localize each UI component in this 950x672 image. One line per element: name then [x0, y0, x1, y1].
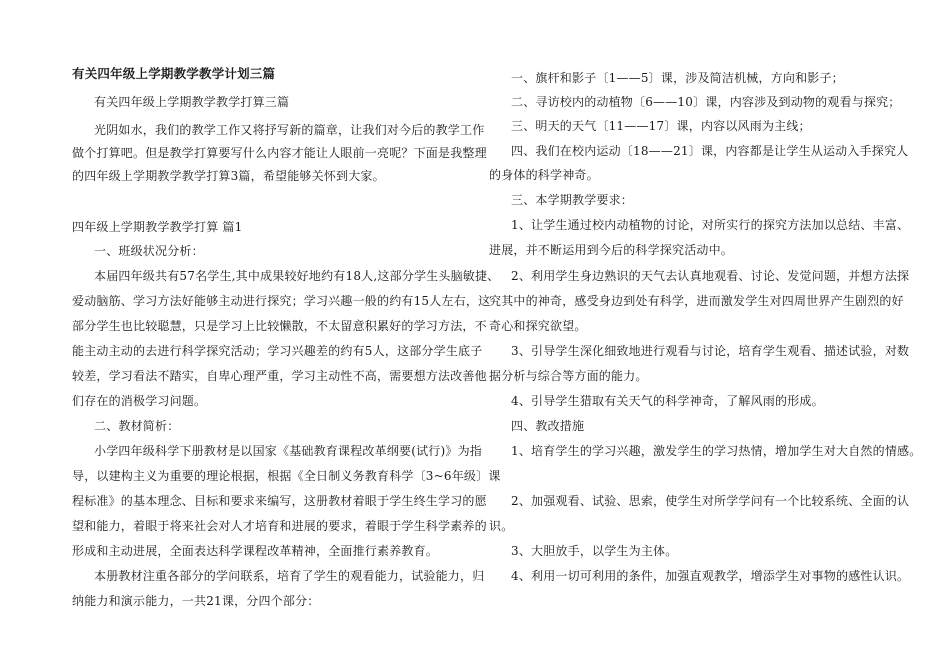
- paragraph-line: 1、让学生通过校内动植物的讨论，对所实行的探究方法加以总结、丰富、: [511, 218, 910, 232]
- subtitle: 有关四年级上学期教学教学打算三篇: [94, 95, 290, 109]
- paragraph-line: 的身体的科学神奇。: [489, 168, 599, 182]
- section-heading: 三、本学期教学要求：: [511, 193, 634, 207]
- paragraph-line: 进展，并不断运用到今后的科学探究活动中。: [489, 243, 734, 257]
- document-title: 有关四年级上学期教学教学计划三篇: [72, 66, 276, 81]
- unit-line: 四、我们在校内运动〔18——21〕课，内容都是让学生从运动入手探究人: [511, 144, 909, 158]
- paragraph-line: 3、大胆放手，以学生为主体。: [511, 544, 678, 558]
- paragraph-line: 小学四年级科学下册教材是以国家《基础教育课程改革纲要(试行)》为指: [94, 444, 482, 458]
- paragraph-line: 1、培育学生的学习兴趣，激发学生的学习热情，增加学生对大自然的情感。: [511, 444, 922, 458]
- paragraph-line: 导，以建构主义为重要的理论根据，根据《全日制义务教育科学〔3~6年级〕课: [72, 469, 501, 483]
- section-heading: 四年级上学期教学教学打算 篇1: [72, 220, 243, 234]
- paragraph-line: 部分学生也比较聪慧，只是学习上比较懒散，不太留意积累好的学习方法，不: [72, 319, 487, 333]
- unit-line: 一、旗杆和影子〔1——5〕课，涉及简洁机械，方向和影子；: [511, 71, 844, 85]
- paragraph-line: 能主动主动的去进行科学探究活动；学习兴趣差的约有5人，这部分学生底子: [72, 344, 483, 358]
- paragraph-line: 程标准》的基本理念、目标和要求来编写，这册教材着眼于学生终生学习的愿: [72, 494, 487, 508]
- paragraph-line: 2、利用学生身边熟识的天气去认真地观看、讨论、发觉问题，并想方法探: [511, 269, 910, 283]
- unit-line: 二、寻访校内的动植物〔6——10〕课，内容涉及到动物的观看与探究；: [511, 95, 901, 109]
- paragraph-line: 做个打算吧。但是教学打算要写什么内容才能让人眼前一亮呢？下面是我整理: [72, 146, 487, 160]
- paragraph-line: 本届四年级共有57名学生,其中成果较好地约有18人,这部分学生头脑敏捷、: [94, 269, 500, 283]
- section-heading: 四、教改措施: [511, 419, 585, 433]
- paragraph-line: 2、加强观看、试验、思索，使学生对所学学问有一个比较系统、全面的认: [511, 494, 910, 508]
- section-heading: 一、班级状况分析：: [94, 244, 204, 258]
- paragraph-line: 们存在的消极学习问题。: [72, 394, 207, 408]
- section-heading: 二、教材简析：: [94, 419, 180, 433]
- paragraph-line: 究其中的神奇，感受身边到处有科学，进而激发学生对四周世界产生剧烈的好: [489, 294, 904, 308]
- paragraph-line: 形成和主动进展，全面表达科学课程改革精神，全面推行素养教育。: [72, 544, 439, 558]
- paragraph-line: 3、引导学生深化细致地进行观看与讨论，培育学生观看、描述试验，对数: [511, 344, 910, 358]
- paragraph-line: 本册教材注重各部分的学问联系，培育了学生的观看能力，试验能力，归: [94, 569, 485, 583]
- paragraph-line: 较差，学习看法不踏实，自卑心理严重，学习主动性不高，需要想方法改善他: [72, 369, 487, 383]
- paragraph-line: 望和能力，着眼于将来社会对人才培育和进展的要求，着眼于学生科学素养的: [72, 519, 487, 533]
- unit-line: 三、明天的天气〔11——17〕课，内容以风雨为主线；: [511, 119, 811, 133]
- paragraph-line: 的四年级上学期教学教学打算3篇，希望能够关怀到大家。: [72, 169, 385, 183]
- paragraph-line: 识。: [489, 519, 514, 533]
- paragraph-line: 纳能力和演示能力，一共21课，分四个部分：: [72, 594, 320, 608]
- paragraph-line: 光阴如水，我们的教学工作又将抒写新的篇章，让我们对今后的教学工作: [94, 123, 485, 137]
- paragraph-line: 4、利用一切可利用的条件，加强直观教学，增添学生对事物的感性认识。: [511, 569, 910, 583]
- paragraph-line: 奇心和探究欲望。: [489, 319, 587, 333]
- paragraph-line: 据分析与综合等方面的能力。: [489, 369, 648, 383]
- paragraph-line: 4、引导学生猎取有关天气的科学神奇，了解风雨的形成。: [511, 394, 824, 408]
- paragraph-line: 爱动脑筋、学习方法好能够主动进行探究；学习兴趣一般的约有15人左右，这: [72, 294, 491, 308]
